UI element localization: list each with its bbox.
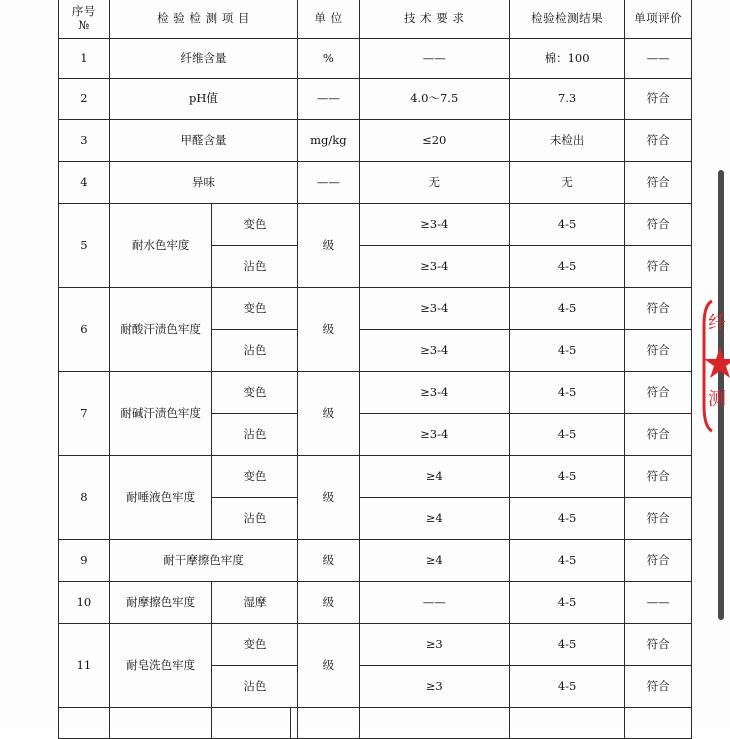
row-subitem: 沾色 (212, 666, 298, 708)
row-requirement: ≥4 (359, 498, 509, 540)
row-subitem: 沾色 (212, 330, 298, 372)
red-seal-stamp (700, 295, 730, 435)
row-result: 4-5 (509, 414, 624, 456)
table-row (59, 120, 692, 162)
row-result: 4-5 (509, 666, 624, 708)
row-result: 4-5 (509, 330, 624, 372)
row-requirement: —— (359, 582, 509, 624)
row-unit: 级 (298, 456, 359, 540)
row-result: 4-5 (509, 246, 624, 288)
row-result: 4-5 (509, 456, 624, 498)
row-evaluation: 符合 (625, 288, 692, 330)
row-subitem: 变色 (212, 624, 298, 666)
row-number: 7 (59, 372, 110, 456)
row-unit: 级 (298, 372, 359, 456)
row-subitem: 沾色 (212, 498, 298, 540)
row-result: 4-5 (509, 204, 624, 246)
row-evaluation: 符合 (625, 120, 692, 162)
stamp-char: 测 (708, 389, 726, 410)
header-index (59, 0, 110, 39)
row-item: 纤维含量 (109, 39, 297, 79)
row-number: 5 (59, 204, 110, 288)
row-requirement: ≥3-4 (359, 414, 509, 456)
row-evaluation: 符合 (625, 372, 692, 414)
row-evaluation: 符合 (625, 162, 692, 204)
row-result: 4-5 (509, 288, 624, 330)
row-requirement: ≥3-4 (359, 330, 509, 372)
header-item: 检 验 检 测 项 目 (109, 0, 297, 39)
row-requirement: 4.0～7.5 (359, 79, 509, 120)
row-requirement (359, 708, 509, 739)
row-unit: —— (298, 79, 359, 120)
row-subitem: 沾色 (212, 414, 298, 456)
row-unit: 级 (298, 582, 359, 624)
row-result: 4-5 (509, 582, 624, 624)
row-evaluation: 符合 (625, 540, 692, 582)
header-unit: 单 位 (298, 0, 359, 39)
header-index-label: 序号 (71, 3, 96, 18)
row-subitem: 变色 (212, 456, 298, 498)
row-requirement: —— (359, 39, 509, 79)
table-row (59, 624, 692, 666)
table-row (59, 540, 692, 582)
row-evaluation: —— (625, 582, 692, 624)
row-unit: 级 (298, 204, 359, 288)
row-evaluation: 符合 (625, 666, 692, 708)
row-unit: 级 (298, 288, 359, 372)
row-requirement: 无 (359, 162, 509, 204)
row-requirement: ≥4 (359, 456, 509, 498)
row-requirement: ≥3-4 (359, 372, 509, 414)
header-result: 检验检测结果 (509, 0, 624, 39)
row-unit (298, 708, 359, 739)
row-item: 耐干摩擦色牢度 (109, 540, 297, 582)
table-header-row (59, 0, 692, 39)
row-requirement: ≥3-4 (359, 288, 509, 330)
row-number: 4 (59, 162, 110, 204)
table-row (59, 79, 692, 120)
row-subitem (212, 708, 298, 739)
row-requirement: ≥4 (359, 540, 509, 582)
row-result (509, 708, 624, 739)
row-evaluation: 符合 (625, 624, 692, 666)
row-evaluation: 符合 (625, 246, 692, 288)
header-requirement: 技 术 要 求 (359, 0, 509, 39)
row-result: 未检出 (509, 120, 624, 162)
row-subitem: 变色 (212, 204, 298, 246)
row-number: 3 (59, 120, 110, 162)
row-number: 10 (59, 582, 110, 624)
row-result: 7.3 (509, 79, 624, 120)
row-requirement: ≥3 (359, 624, 509, 666)
row-requirement: ≤20 (359, 120, 509, 162)
row-result: 4-5 (509, 372, 624, 414)
table-row (59, 39, 692, 79)
row-evaluation: 符合 (625, 79, 692, 120)
row-item: 耐摩擦色牢度 (109, 582, 212, 624)
row-requirement: ≥3-4 (359, 246, 509, 288)
row-item: 甲醛含量 (109, 120, 297, 162)
row-requirement: ≥3-4 (359, 204, 509, 246)
row-number (59, 708, 110, 739)
row-number: 6 (59, 288, 110, 372)
row-evaluation: 符合 (625, 456, 692, 498)
row-evaluation: 符合 (625, 498, 692, 540)
row-subitem: 变色 (212, 288, 298, 330)
table-row (59, 582, 692, 624)
row-item: pH值 (109, 79, 297, 120)
inspection-results-table (58, 0, 692, 739)
star-icon (704, 347, 730, 378)
row-unit: 级 (298, 624, 359, 708)
row-requirement: ≥3 (359, 666, 509, 708)
row-number: 11 (59, 624, 110, 708)
row-item: 耐水色牢度 (109, 204, 212, 288)
row-unit: —— (298, 162, 359, 204)
header-index-symbol: № (78, 17, 90, 32)
table-row (59, 204, 692, 246)
row-item: 耐碱汗渍色牢度 (109, 372, 212, 456)
row-item: 耐酸汗渍色牢度 (109, 288, 212, 372)
row-number: 1 (59, 39, 110, 79)
table-row (59, 372, 692, 414)
row-item: 异味 (109, 162, 297, 204)
row-number: 9 (59, 540, 110, 582)
row-result: 棉：100 (509, 39, 624, 79)
row-item: 耐唾液色牢度 (109, 456, 212, 540)
row-number: 8 (59, 456, 110, 540)
row-subitem: 沾色 (212, 246, 298, 288)
table-row (59, 162, 692, 204)
row-unit: 级 (298, 540, 359, 582)
row-number: 2 (59, 79, 110, 120)
stamp-char: 纤 (708, 313, 726, 334)
row-evaluation: 符合 (625, 204, 692, 246)
table-row-partial (59, 708, 692, 739)
header-evaluation: 单项评价 (625, 0, 692, 39)
row-result: 无 (509, 162, 624, 204)
row-result: 4-5 (509, 540, 624, 582)
row-unit: mg/kg (298, 120, 359, 162)
row-evaluation: 符合 (625, 414, 692, 456)
row-item (109, 708, 212, 739)
row-subitem: 湿摩 (212, 582, 298, 624)
row-result: 4-5 (509, 624, 624, 666)
cell-divider (290, 708, 291, 738)
table-row (59, 288, 692, 330)
table-row (59, 456, 692, 498)
row-unit: % (298, 39, 359, 79)
row-evaluation: 符合 (625, 330, 692, 372)
row-evaluation: —— (625, 39, 692, 79)
row-item: 耐皂洗色牢度 (109, 624, 212, 708)
row-evaluation (625, 708, 692, 739)
row-result: 4-5 (509, 498, 624, 540)
row-subitem: 变色 (212, 372, 298, 414)
